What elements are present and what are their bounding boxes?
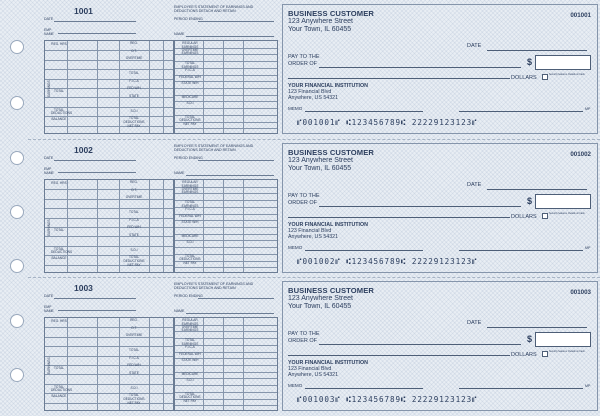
period-ending-label: PERIOD ENDING (174, 17, 203, 21)
stub-left-grid (44, 179, 174, 273)
lock-icon (542, 213, 548, 219)
left-row-label: BALANCE (51, 117, 67, 122)
punch-hole (10, 314, 24, 328)
check-date-line[interactable] (487, 327, 587, 328)
bank-name: YOUR FINANCIAL INSTITUTION (288, 83, 368, 89)
right-row-label: FEDERAL W/H (179, 351, 201, 356)
amount-box[interactable] (535, 332, 591, 347)
right-row-label: S.D.I (186, 101, 194, 106)
right-row-label: MEDICARE (181, 371, 199, 376)
left-row-label: BALANCE (51, 394, 67, 399)
pay-stub (28, 279, 280, 416)
stub-date-label: DATE (44, 156, 54, 160)
stub-number: 1001 (74, 6, 93, 16)
pay-to-label: PAY TO THE (288, 331, 320, 337)
mid-row-label: O.T. (131, 187, 137, 192)
right-row-label: OVERTIME EARNINGS (181, 47, 199, 56)
signature-line[interactable] (459, 111, 583, 112)
stub-name-label: NAME (174, 171, 185, 175)
right-row-label: TOTAL DEDUCTIONS (179, 114, 201, 123)
memo-line[interactable] (305, 111, 423, 112)
pay-stub (28, 141, 280, 279)
right-row-label: TOTAL DEDUCTIONS (179, 253, 201, 262)
punch-hole (10, 40, 24, 54)
mid-row-label: OVERTIME (125, 195, 143, 200)
stub-name-line (186, 313, 274, 314)
mid-row-label: STATE (129, 232, 139, 237)
stub-emp-line (58, 172, 136, 173)
pay-to-label: PAY TO THE (288, 193, 320, 199)
stub-emp-label: EMP NAME (44, 28, 54, 36)
stub-statement: EMPLOYEE'S STATEMENT OF EARNINGS AND DEDUCTIONS DETACH AND RETAIN (174, 5, 254, 14)
memo-line[interactable] (305, 388, 423, 389)
pay-stub (28, 2, 280, 140)
dollar-sign: $ (527, 57, 533, 67)
check-number: 001002 (570, 151, 591, 158)
security-text: Security features. Details on back. (549, 350, 586, 353)
mid-row-label: TOTAL (129, 210, 139, 215)
right-row-label: REGULAR EARNINGS (181, 180, 199, 188)
mid-row-label: O.T. (131, 48, 137, 53)
mid-row-label: STATE (129, 93, 139, 98)
mid-row-label: S.D.I (130, 385, 138, 390)
stub-emp-label: EMP NAME (44, 167, 54, 175)
mid-row-label: FED W/H (127, 225, 141, 230)
business-address-line2: Your Town, IL 60455 (288, 26, 352, 33)
stub-statement: EMPLOYEE'S STATEMENT OF EARNINGS AND DEDUCTIONS DETACH AND RETAIN (174, 282, 254, 291)
amount-words-line[interactable] (288, 355, 510, 356)
punch-hole (10, 259, 24, 273)
left-row-label: REG. HRS (51, 319, 67, 323)
stub-date-label: DATE (44, 294, 54, 298)
check (282, 4, 598, 134)
stub-emp-label: EMP NAME (44, 305, 54, 313)
security-text: Security features. Details on back. (549, 212, 586, 215)
mid-row-label: REG. (130, 318, 138, 322)
stub-date-line (54, 21, 136, 22)
check-date-line[interactable] (487, 50, 587, 51)
right-row-label: REGULAR EARNINGS (181, 318, 199, 326)
stub-date-line (54, 160, 136, 161)
mid-row-label: F.I.C.A (129, 217, 139, 222)
bank-address-line2: Anywhere, US 54321 (288, 95, 339, 101)
mid-row-label: TOTAL DEDUCTIONS (123, 393, 145, 401)
punch-hole (10, 96, 24, 110)
amount-box[interactable] (535, 194, 591, 209)
mid-row-label: F.I.C.A (129, 355, 139, 360)
mid-row-label: FED W/H (127, 363, 141, 368)
right-row-label: TOTAL EARNINGS (181, 61, 199, 69)
stub-left-grid (44, 40, 174, 134)
stub-emp-line (58, 310, 136, 311)
lock-icon (542, 74, 548, 80)
check-date-label: DATE (467, 182, 482, 188)
mp-label: MP (585, 384, 591, 388)
period-ending-label: PERIOD ENDING (174, 294, 203, 298)
stub-name-label: NAME (174, 32, 185, 36)
right-row-label: REGULAR EARNINGS (181, 41, 199, 49)
mid-row-label: O.T. (131, 325, 137, 330)
bank-address-line2: Anywhere, US 54321 (288, 372, 339, 378)
stub-left-grid (44, 317, 174, 411)
business-address-line1: 123 Anywhere Street (288, 295, 353, 302)
right-row-label: FEDERAL W/H (179, 213, 201, 218)
earnings-label: EARNINGS (47, 219, 51, 236)
left-row-label: TOTAL DEDUCTIONS (51, 384, 73, 393)
check-date-line[interactable] (487, 189, 587, 190)
mp-label: MP (585, 246, 591, 250)
amount-box[interactable] (535, 55, 591, 70)
mid-row-label: NET PAY (127, 400, 141, 405)
left-row-label: REG. HRS (51, 181, 67, 185)
left-row-label: REG. HRS (51, 42, 67, 46)
mid-row-label: STATE (129, 370, 139, 375)
stub-number: 1003 (74, 283, 93, 293)
mid-row-label: NET PAY (127, 123, 141, 128)
mid-row-label: F.I.C.A (129, 78, 139, 83)
period-ending-line (198, 298, 274, 299)
dollars-label: DOLLARS (511, 352, 537, 358)
mid-row-label: TOTAL (129, 71, 139, 76)
right-row-label: OVERTIME EARNINGS (181, 324, 199, 333)
left-row-label: TOTAL (54, 89, 64, 93)
right-row-label: TOTAL EARNINGS (181, 200, 199, 208)
right-row-label: S.D.I (186, 240, 194, 245)
right-row-label: OVERTIME EARNINGS (181, 186, 199, 195)
business-name: BUSINESS CUSTOMER (288, 148, 374, 157)
business-address-line1: 123 Anywhere Street (288, 18, 353, 25)
right-row-label: NET PAY (183, 398, 197, 403)
mp-label: MP (585, 107, 591, 111)
right-row-label: STATE W/H (181, 220, 199, 225)
right-row-label: F.I.C.A (185, 206, 195, 211)
bank-address-line1: 123 Financial Blvd (288, 228, 332, 234)
micr-line: ⑈001002⑈ ⑆123456789⑆ 22229123123⑈ (297, 257, 478, 266)
business-address-line2: Your Town, IL 60455 (288, 303, 352, 310)
stub-number: 1002 (74, 145, 93, 155)
stub-date-label: DATE (44, 17, 54, 21)
right-row-label: MEDICARE (181, 233, 199, 238)
earnings-label: EARNINGS (47, 80, 51, 97)
bank-address-line2: Anywhere, US 54321 (288, 234, 339, 240)
check-date-label: DATE (467, 320, 482, 326)
right-row-label: NET PAY (183, 260, 197, 265)
left-row-label: TOTAL (54, 228, 64, 232)
business-name: BUSINESS CUSTOMER (288, 9, 374, 18)
signature-line[interactable] (459, 250, 583, 251)
payee-line[interactable] (319, 344, 521, 345)
left-row-label: TOTAL DEDUCTIONS (51, 107, 73, 116)
order-of-label: ORDER OF (288, 200, 318, 206)
mid-row-label: S.D.I (130, 247, 138, 252)
order-of-label: ORDER OF (288, 338, 318, 344)
bank-address-line1: 123 Financial Blvd (288, 366, 332, 372)
stub-name-line (186, 36, 274, 37)
mid-row-label: OVERTIME (125, 333, 143, 338)
left-row-label: TOTAL DEDUCTIONS (51, 246, 73, 255)
period-ending-line (198, 21, 274, 22)
mid-row-label: REG. (130, 180, 138, 184)
business-name: BUSINESS CUSTOMER (288, 286, 374, 295)
memo-label: MEMO (288, 383, 303, 388)
stub-name-line (186, 175, 274, 176)
amount-words-line[interactable] (288, 217, 510, 218)
check-date-label: DATE (467, 43, 482, 49)
pay-to-label: PAY TO THE (288, 54, 320, 60)
bank-name: YOUR FINANCIAL INSTITUTION (288, 222, 368, 228)
stub-name-label: NAME (174, 309, 185, 313)
right-row-label: F.I.C.A (185, 67, 195, 72)
right-row-label: TOTAL DEDUCTIONS (179, 391, 201, 400)
amount-words-line[interactable] (288, 78, 510, 79)
right-row-label: STATE W/H (181, 81, 199, 86)
right-row-label: FEDERAL W/H (179, 74, 201, 79)
right-row-label: F.I.C.A (185, 344, 195, 349)
dollar-sign: $ (527, 196, 533, 206)
signature-line[interactable] (459, 388, 583, 389)
mid-row-label: TOTAL (129, 348, 139, 353)
mid-row-label: TOTAL DEDUCTIONS (123, 116, 145, 124)
memo-line[interactable] (305, 250, 423, 251)
payee-line[interactable] (319, 67, 521, 68)
security-text: Security features. Details on back. (549, 73, 586, 76)
left-row-label: TOTAL (54, 366, 64, 370)
mid-row-label: FED W/H (127, 86, 141, 91)
stub-statement: EMPLOYEE'S STATEMENT OF EARNINGS AND DEDUCTIONS DETACH AND RETAIN (174, 144, 254, 153)
memo-label: MEMO (288, 106, 303, 111)
check-number: 001001 (570, 12, 591, 19)
right-row-label: TOTAL EARNINGS (181, 338, 199, 346)
dollar-sign: $ (527, 334, 533, 344)
micr-line: ⑈001003⑈ ⑆123456789⑆ 22229123123⑈ (297, 395, 478, 404)
check-number: 001003 (570, 289, 591, 296)
mid-row-label: TOTAL DEDUCTIONS (123, 255, 145, 263)
dollars-label: DOLLARS (511, 75, 537, 81)
mid-row-label: REG. (130, 41, 138, 45)
right-row-label: NET PAY (183, 121, 197, 126)
stub-right-grid (174, 317, 278, 411)
period-ending-label: PERIOD ENDING (174, 156, 203, 160)
order-of-label: ORDER OF (288, 61, 318, 67)
payee-line[interactable] (319, 206, 521, 207)
business-address-line2: Your Town, IL 60455 (288, 165, 352, 172)
stub-date-line (54, 298, 136, 299)
punch-hole (10, 368, 24, 382)
right-row-label: S.D.I (186, 378, 194, 383)
stub-right-grid (174, 40, 278, 134)
mid-row-label: S.D.I (130, 108, 138, 113)
check (282, 281, 598, 411)
mid-row-label: OVERTIME (125, 56, 143, 61)
right-row-label: MEDICARE (181, 94, 199, 99)
memo-label: MEMO (288, 245, 303, 250)
period-ending-line (198, 160, 274, 161)
bank-address-line1: 123 Financial Blvd (288, 89, 332, 95)
right-row-label: STATE W/H (181, 358, 199, 363)
punch-hole (10, 205, 24, 219)
punch-hole (10, 151, 24, 165)
micr-line: ⑈001001⑈ ⑆123456789⑆ 22229123123⑈ (297, 118, 478, 127)
earnings-label: EARNINGS (47, 357, 51, 374)
mid-row-label: NET PAY (127, 262, 141, 267)
check (282, 143, 598, 273)
dollars-label: DOLLARS (511, 214, 537, 220)
business-address-line1: 123 Anywhere Street (288, 157, 353, 164)
stub-emp-line (58, 33, 136, 34)
bank-name: YOUR FINANCIAL INSTITUTION (288, 360, 368, 366)
left-row-label: BALANCE (51, 256, 67, 261)
stub-right-grid (174, 179, 278, 273)
lock-icon (542, 351, 548, 357)
